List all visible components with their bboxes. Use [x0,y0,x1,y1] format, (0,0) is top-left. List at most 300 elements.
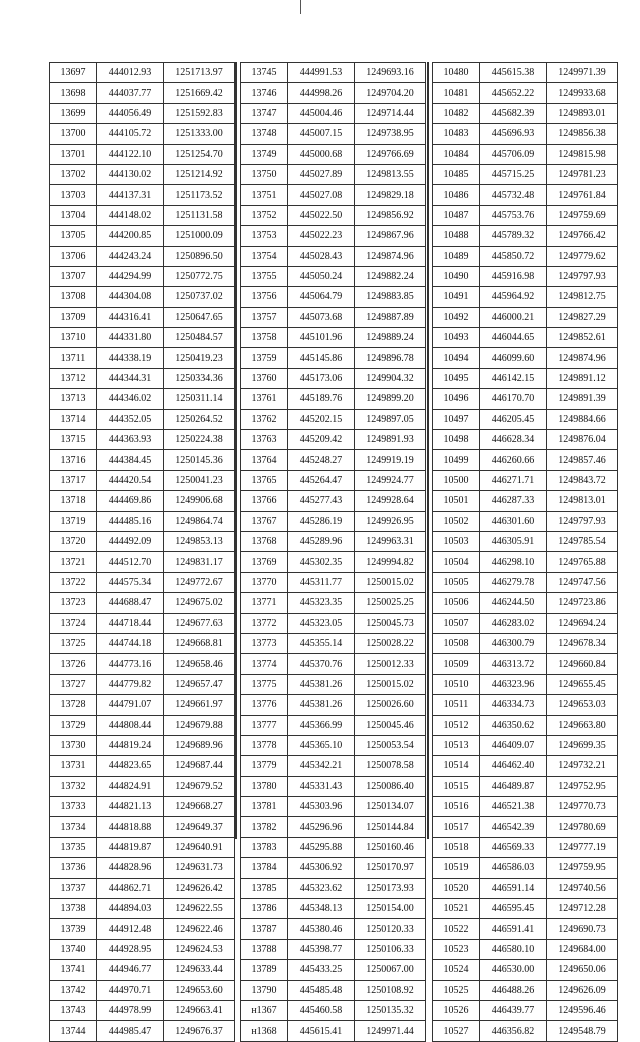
x-coordinate-cell: 445696.93 [480,124,547,144]
point-number-cell: 10505 [433,572,480,592]
point-number-cell: 10496 [433,389,480,409]
y-coordinate-cell: 1249853.13 [164,531,235,551]
table-row [241,430,426,450]
y-coordinate-cell: 1251592.83 [164,103,235,123]
point-number-cell: 13764 [241,450,288,470]
table-row [50,572,235,592]
point-number-cell: 13763 [241,430,288,450]
point-number-cell: 13746 [241,83,288,103]
table-row [50,756,235,776]
coordinate-table-block-1 [49,62,235,1042]
point-number-cell: 10484 [433,144,480,164]
table-row [50,817,235,837]
table-row [241,348,426,368]
point-number-cell: 13784 [241,858,288,878]
y-coordinate-cell: 1249759.69 [547,205,618,225]
table-row [433,654,618,674]
point-number-cell: 13741 [50,960,97,980]
table-row [241,552,426,572]
x-coordinate-cell: 444122.10 [97,144,164,164]
table-row [433,83,618,103]
table-row [241,491,426,511]
table-row [241,1021,426,1041]
table-row [433,776,618,796]
x-coordinate-cell: 446287.33 [480,491,547,511]
y-coordinate-cell: 1249687.44 [164,756,235,776]
y-coordinate-cell: 1249765.88 [547,552,618,572]
y-coordinate-cell: 1250045.46 [355,715,426,735]
y-coordinate-cell: 1249684.00 [547,939,618,959]
x-coordinate-cell: 444344.31 [97,368,164,388]
coordinate-table-block-3 [432,62,618,1042]
x-coordinate-cell: 444130.02 [97,164,164,184]
y-coordinate-cell: 1249867.96 [355,226,426,246]
point-number-cell: 13726 [50,654,97,674]
point-number-cell: н1368 [241,1021,288,1041]
x-coordinate-cell: 445145.86 [288,348,355,368]
table-row [433,960,618,980]
point-number-cell: 13777 [241,715,288,735]
y-coordinate-cell: 1250106.33 [355,939,426,959]
x-coordinate-cell: 446350.62 [480,715,547,735]
table-row [433,633,618,653]
x-coordinate-cell: 444985.47 [97,1021,164,1041]
x-coordinate-cell: 446530.00 [480,960,547,980]
y-coordinate-cell: 1249712.28 [547,899,618,919]
point-number-cell: 10495 [433,368,480,388]
table-row [50,246,235,266]
point-number-cell: 13725 [50,633,97,653]
point-number-cell: 13731 [50,756,97,776]
y-coordinate-cell: 1251254.70 [164,144,235,164]
point-number-cell: 13736 [50,858,97,878]
y-coordinate-cell: 1249924.77 [355,470,426,490]
table-row [50,144,235,164]
table-row [50,103,235,123]
x-coordinate-cell: 444828.96 [97,858,164,878]
y-coordinate-cell: 1250078.58 [355,756,426,776]
x-coordinate-cell: 446580.10 [480,939,547,959]
y-coordinate-cell: 1249640.91 [164,837,235,857]
table-row [50,63,235,83]
table-row [241,674,426,694]
y-coordinate-cell: 1250053.54 [355,735,426,755]
point-number-cell: 13716 [50,450,97,470]
y-coordinate-cell: 1249690.73 [547,919,618,939]
table-row [50,124,235,144]
table-row [241,226,426,246]
table-row [433,511,618,531]
table-row [50,715,235,735]
table-row [50,878,235,898]
y-coordinate-cell: 1249815.98 [547,144,618,164]
table-row [50,83,235,103]
x-coordinate-cell: 445101.96 [288,328,355,348]
x-coordinate-cell: 445323.35 [288,593,355,613]
point-number-cell: 13713 [50,389,97,409]
x-coordinate-cell: 444485.16 [97,511,164,531]
y-coordinate-cell: 1249704.20 [355,83,426,103]
point-number-cell: 13700 [50,124,97,144]
y-coordinate-cell: 1249827.29 [547,307,618,327]
table-row [433,124,618,144]
table-row [50,226,235,246]
point-number-cell: 10514 [433,756,480,776]
table-row [433,756,618,776]
point-number-cell: 13776 [241,695,288,715]
point-number-cell: 13733 [50,797,97,817]
point-number-cell: 13732 [50,776,97,796]
point-number-cell: 13719 [50,511,97,531]
x-coordinate-cell: 445381.26 [288,695,355,715]
y-coordinate-cell: 1249896.78 [355,348,426,368]
table-row [241,307,426,327]
point-number-cell: 13711 [50,348,97,368]
table-row [241,633,426,653]
table-row [433,63,618,83]
x-coordinate-cell: 444970.71 [97,980,164,1000]
y-coordinate-cell: 1249897.05 [355,409,426,429]
point-number-cell: 13779 [241,756,288,776]
table-row [433,817,618,837]
point-number-cell: 13762 [241,409,288,429]
table-row [50,980,235,1000]
table-row [241,858,426,878]
point-number-cell: 10497 [433,409,480,429]
table-row [50,674,235,694]
x-coordinate-cell: 444821.13 [97,797,164,817]
y-coordinate-cell: 1250772.75 [164,266,235,286]
y-coordinate-cell: 1250224.38 [164,430,235,450]
y-coordinate-cell: 1250108.92 [355,980,426,1000]
y-coordinate-cell: 1249658.46 [164,654,235,674]
y-coordinate-cell: 1249882.24 [355,266,426,286]
y-coordinate-cell: 1249677.63 [164,613,235,633]
table-row [50,735,235,755]
y-coordinate-cell: 1249891.39 [547,389,618,409]
y-coordinate-cell: 1249693.16 [355,63,426,83]
y-coordinate-cell: 1249663.80 [547,715,618,735]
x-coordinate-cell: 446334.73 [480,695,547,715]
point-number-cell: 13708 [50,287,97,307]
point-number-cell: 13774 [241,654,288,674]
y-coordinate-cell: 1250647.65 [164,307,235,327]
x-coordinate-cell: 444819.87 [97,837,164,857]
table-row [50,1000,235,1020]
y-coordinate-cell: 1249694.24 [547,613,618,633]
y-coordinate-cell: 1250170.97 [355,858,426,878]
table-row [433,348,618,368]
table-row [433,205,618,225]
column-divider [427,62,429,839]
y-coordinate-cell: 1250419.23 [164,348,235,368]
x-coordinate-cell: 446462.40 [480,756,547,776]
y-coordinate-cell: 1249856.38 [547,124,618,144]
y-coordinate-cell: 1250015.02 [355,572,426,592]
x-coordinate-cell: 444363.93 [97,430,164,450]
point-number-cell: 13768 [241,531,288,551]
table-row [241,185,426,205]
point-number-cell: 13749 [241,144,288,164]
point-number-cell: 13782 [241,817,288,837]
x-coordinate-cell: 446595.45 [480,899,547,919]
point-number-cell: 13739 [50,919,97,939]
x-coordinate-cell: 446205.45 [480,409,547,429]
y-coordinate-cell: 1249785.54 [547,531,618,551]
x-coordinate-cell: 445366.99 [288,715,355,735]
x-coordinate-cell: 446323.96 [480,674,547,694]
y-coordinate-cell: 1249856.92 [355,205,426,225]
point-number-cell: 13750 [241,164,288,184]
y-coordinate-cell: 1250737.02 [164,287,235,307]
x-coordinate-cell: 444338.19 [97,348,164,368]
x-coordinate-cell: 445381.26 [288,674,355,694]
coordinate-tables [49,62,616,1037]
x-coordinate-cell: 446244.50 [480,593,547,613]
table-row [433,899,618,919]
table-row [433,307,618,327]
x-coordinate-cell: 445173.06 [288,368,355,388]
point-number-cell: 13789 [241,960,288,980]
point-number-cell: 13697 [50,63,97,83]
table-row [50,633,235,653]
x-coordinate-cell: 444346.02 [97,389,164,409]
x-coordinate-cell: 445682.39 [480,103,547,123]
x-coordinate-cell: 446439.77 [480,1000,547,1020]
point-number-cell: 13751 [241,185,288,205]
point-number-cell: 10489 [433,246,480,266]
point-number-cell: 10512 [433,715,480,735]
table-row [433,674,618,694]
x-coordinate-cell: 444384.45 [97,450,164,470]
y-coordinate-cell: 1249889.24 [355,328,426,348]
point-number-cell: 10491 [433,287,480,307]
table-row [433,939,618,959]
y-coordinate-cell: 1249548.79 [547,1021,618,1041]
y-coordinate-cell: 1249653.03 [547,695,618,715]
point-number-cell: 10515 [433,776,480,796]
x-coordinate-cell: 446170.70 [480,389,547,409]
point-number-cell: 10501 [433,491,480,511]
y-coordinate-cell: 1250135.32 [355,1000,426,1020]
x-coordinate-cell: 444791.07 [97,695,164,715]
point-number-cell: 10519 [433,858,480,878]
y-coordinate-cell: 1249657.47 [164,674,235,694]
x-coordinate-cell: 445615.41 [288,1021,355,1041]
table-row [241,83,426,103]
point-number-cell: 13735 [50,837,97,857]
point-number-cell: 13721 [50,552,97,572]
y-coordinate-cell: 1249675.02 [164,593,235,613]
point-number-cell: 10490 [433,266,480,286]
table-row [241,470,426,490]
x-coordinate-cell: 445323.05 [288,613,355,633]
x-coordinate-cell: 444469.86 [97,491,164,511]
point-number-cell: 13729 [50,715,97,735]
y-coordinate-cell: 1249874.96 [355,246,426,266]
x-coordinate-cell: 446301.60 [480,511,547,531]
y-coordinate-cell: 1250134.07 [355,797,426,817]
point-number-cell: 13734 [50,817,97,837]
x-coordinate-cell: 445460.58 [288,1000,355,1020]
x-coordinate-cell: 444420.54 [97,470,164,490]
x-coordinate-cell: 445485.48 [288,980,355,1000]
table-row [241,939,426,959]
x-coordinate-cell: 444148.02 [97,205,164,225]
table-row [433,389,618,409]
point-number-cell: 13766 [241,491,288,511]
y-coordinate-cell: 1250145.36 [164,450,235,470]
y-coordinate-cell: 1249831.17 [164,552,235,572]
table-row [50,776,235,796]
x-coordinate-cell: 445264.47 [288,470,355,490]
table-row [433,164,618,184]
point-number-cell: 10513 [433,735,480,755]
table-row [433,735,618,755]
x-coordinate-cell: 445715.25 [480,164,547,184]
point-number-cell: 10516 [433,797,480,817]
table-row [241,878,426,898]
point-number-cell: 10485 [433,164,480,184]
point-number-cell: 10494 [433,348,480,368]
x-coordinate-cell: 444037.77 [97,83,164,103]
table-row [241,735,426,755]
table-row [50,1021,235,1041]
point-number-cell: 10507 [433,613,480,633]
table-row [241,328,426,348]
x-coordinate-cell: 446628.34 [480,430,547,450]
x-coordinate-cell: 445277.43 [288,491,355,511]
x-coordinate-cell: 446000.21 [480,307,547,327]
point-number-cell: 13755 [241,266,288,286]
point-number-cell: 13712 [50,368,97,388]
y-coordinate-cell: 1249926.95 [355,511,426,531]
table-row [50,205,235,225]
y-coordinate-cell: 1249679.88 [164,715,235,735]
y-coordinate-cell: 1249626.42 [164,878,235,898]
point-number-cell: 10508 [433,633,480,653]
y-coordinate-cell: 1249766.69 [355,144,426,164]
x-coordinate-cell: 445370.76 [288,654,355,674]
y-coordinate-cell: 1249887.89 [355,307,426,327]
x-coordinate-cell: 445789.32 [480,226,547,246]
point-number-cell: 13703 [50,185,97,205]
table-row [241,817,426,837]
y-coordinate-cell: 1249813.01 [547,491,618,511]
y-coordinate-cell: 1249631.73 [164,858,235,878]
table-row [241,205,426,225]
y-coordinate-cell: 1249759.95 [547,858,618,878]
point-number-cell: 10509 [433,654,480,674]
table-row [241,144,426,164]
table-row [433,103,618,123]
point-number-cell: 13760 [241,368,288,388]
point-number-cell: 13771 [241,593,288,613]
x-coordinate-cell: 444718.44 [97,613,164,633]
table-row [241,266,426,286]
point-number-cell: 10487 [433,205,480,225]
x-coordinate-cell: 445348.13 [288,899,355,919]
x-coordinate-cell: 445189.76 [288,389,355,409]
point-number-cell: 13754 [241,246,288,266]
y-coordinate-cell: 1250334.36 [164,368,235,388]
table-row [433,226,618,246]
y-coordinate-cell: 1249829.18 [355,185,426,205]
x-coordinate-cell: 444808.44 [97,715,164,735]
y-coordinate-cell: 1249732.21 [547,756,618,776]
y-coordinate-cell: 1249660.84 [547,654,618,674]
x-coordinate-cell: 445073.68 [288,307,355,327]
point-number-cell: 10527 [433,1021,480,1041]
y-coordinate-cell: 1249797.93 [547,511,618,531]
y-coordinate-cell: 1250086.40 [355,776,426,796]
y-coordinate-cell: 1249761.84 [547,185,618,205]
table-row [50,613,235,633]
table-row [433,797,618,817]
y-coordinate-cell: 1249624.53 [164,939,235,959]
table-row [50,348,235,368]
x-coordinate-cell: 444978.99 [97,1000,164,1020]
table-row [433,695,618,715]
point-number-cell: 10480 [433,63,480,83]
y-coordinate-cell: 1250028.22 [355,633,426,653]
point-number-cell: 10522 [433,919,480,939]
y-coordinate-cell: 1249963.31 [355,531,426,551]
x-coordinate-cell: 445732.48 [480,185,547,205]
x-coordinate-cell: 445398.77 [288,939,355,959]
point-number-cell: 13780 [241,776,288,796]
point-number-cell: 10524 [433,960,480,980]
point-number-cell: 10499 [433,450,480,470]
y-coordinate-cell: 1249843.72 [547,470,618,490]
table-row [50,307,235,327]
point-number-cell: 13699 [50,103,97,123]
y-coordinate-cell: 1250311.14 [164,389,235,409]
point-number-cell: 13785 [241,878,288,898]
y-coordinate-cell: 1249971.44 [355,1021,426,1041]
point-number-cell: 13786 [241,899,288,919]
table-row [433,144,618,164]
table-row [50,593,235,613]
table-row [433,531,618,551]
y-coordinate-cell: 1249752.95 [547,776,618,796]
y-coordinate-cell: 1249893.01 [547,103,618,123]
y-coordinate-cell: 1249857.46 [547,450,618,470]
point-number-cell: 13775 [241,674,288,694]
y-coordinate-cell: 1250154.00 [355,899,426,919]
table-row [241,368,426,388]
x-coordinate-cell: 446260.66 [480,450,547,470]
point-number-cell: 10503 [433,531,480,551]
x-coordinate-cell: 446305.91 [480,531,547,551]
x-coordinate-cell: 446356.82 [480,1021,547,1041]
table-row [433,572,618,592]
point-number-cell: 13702 [50,164,97,184]
x-coordinate-cell: 444575.34 [97,572,164,592]
y-coordinate-cell: 1249622.46 [164,919,235,939]
x-coordinate-cell: 445022.50 [288,205,355,225]
x-coordinate-cell: 444243.24 [97,246,164,266]
table-row [50,531,235,551]
x-coordinate-cell: 444056.49 [97,103,164,123]
y-coordinate-cell: 1249661.97 [164,695,235,715]
x-coordinate-cell: 445248.27 [288,450,355,470]
y-coordinate-cell: 1249777.19 [547,837,618,857]
table-row [241,960,426,980]
x-coordinate-cell: 444352.05 [97,409,164,429]
x-coordinate-cell: 445433.25 [288,960,355,980]
point-number-cell: 13723 [50,593,97,613]
